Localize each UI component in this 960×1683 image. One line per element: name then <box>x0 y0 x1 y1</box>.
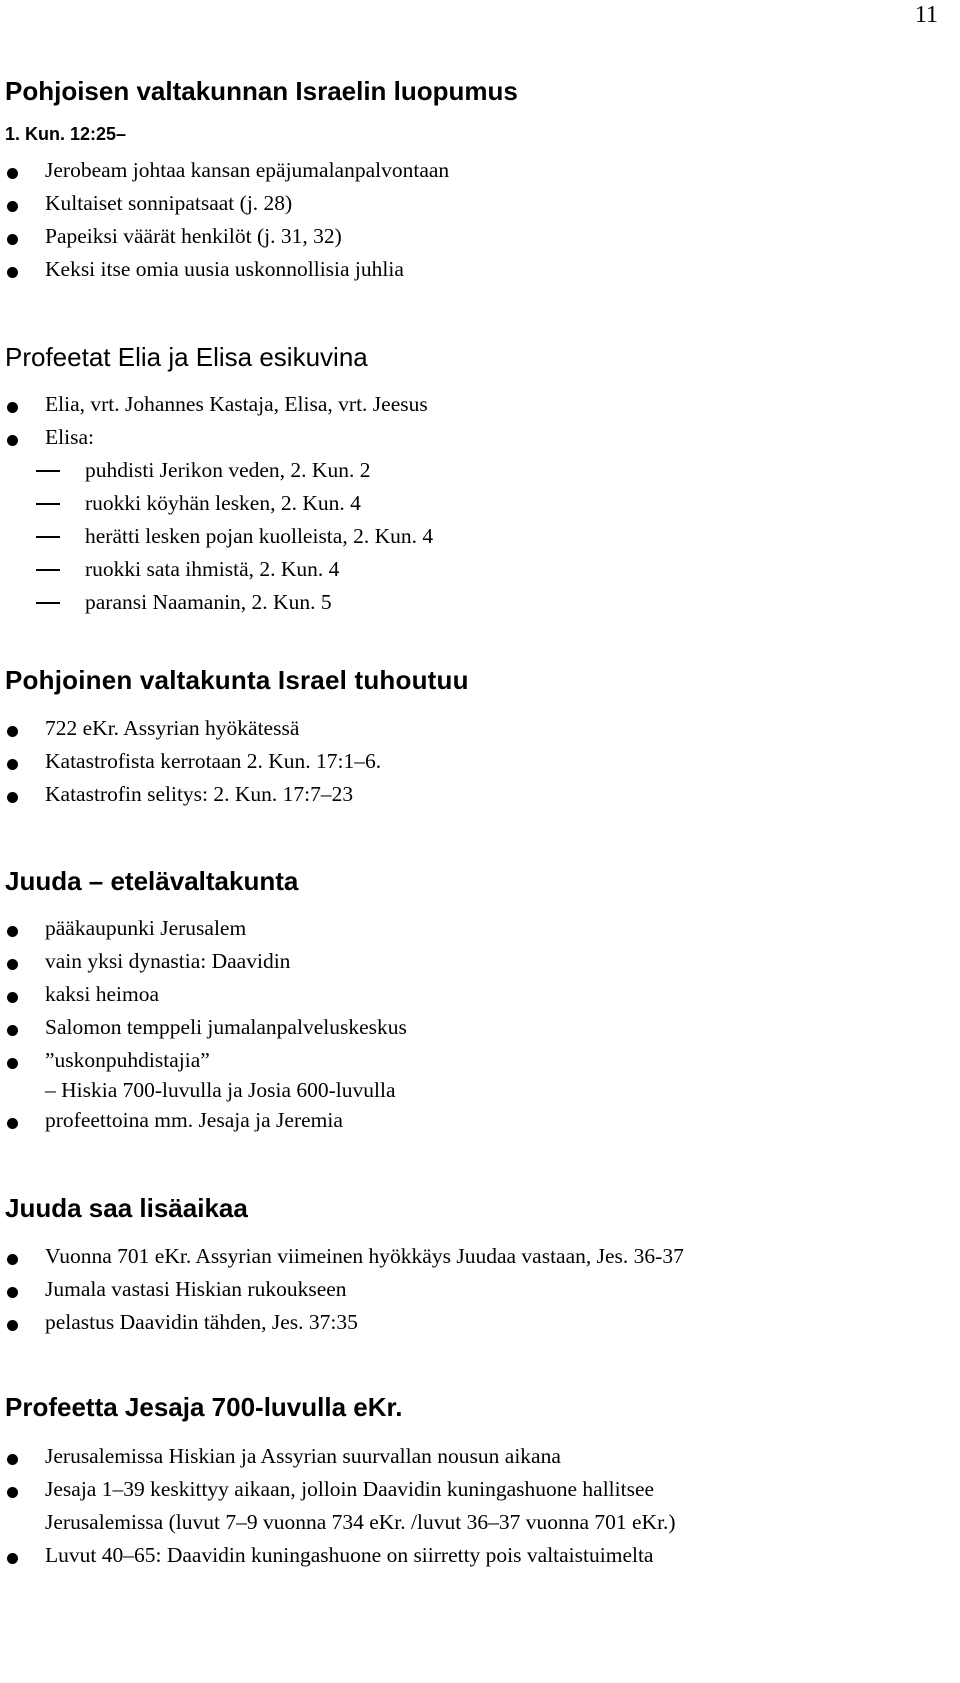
list-item: Katastrofista kerrotaan 2. Kun. 17:1–6. <box>45 749 382 773</box>
list-item: Jesaja 1–39 keskittyy aikaan, jolloin Daavidin kuningashuone hallitsee <box>45 1477 655 1501</box>
bullet-icon <box>7 1058 18 1069</box>
list-item-continuation: Jerusalemissa (luvut 7–9 vuonna 734 eKr. /luvut 36–37 vuonna 701 eKr.) <box>45 1510 676 1534</box>
list-item: Luvut 40–65: Daavidin kuningashuone on siirretty pois valtaistuimelta <box>45 1543 654 1567</box>
bullet-icon <box>7 1553 18 1564</box>
dash-icon <box>36 602 60 604</box>
sub-list-item: ruokki köyhän lesken, 2. Kun. 4 <box>85 491 361 515</box>
bullet-icon <box>7 201 18 212</box>
sub-list-item: puhdisti Jerikon veden, 2. Kun. 2 <box>85 458 371 482</box>
sub-list-item: paransi Naamanin, 2. Kun. 5 <box>85 590 332 614</box>
bullet-icon <box>7 1454 18 1465</box>
list-item: Kultaiset sonnipatsaat (j. 28) <box>45 191 293 215</box>
section-heading: Profeetat Elia ja Elisa esikuvina <box>5 342 368 372</box>
sub-list-item: ruokki sata ihmistä, 2. Kun. 4 <box>85 557 340 581</box>
sub-list-item: herätti lesken pojan kuolleista, 2. Kun. 4 <box>85 524 434 548</box>
list-item: Salomon temppeli jumalanpalveluskeskus <box>45 1015 407 1039</box>
section-heading: Juuda – etelävaltakunta <box>5 866 299 896</box>
list-item: ”uskonpuhdistajia” <box>45 1048 210 1072</box>
list-item: Elia, vrt. Johannes Kastaja, Elisa, vrt. Jeesus <box>45 392 428 416</box>
bullet-icon <box>7 792 18 803</box>
list-item: Keksi itse omia uusia uskonnollisia juhlia <box>45 257 404 281</box>
section-heading: Pohjoinen valtakunta Israel tuhoutuu <box>5 665 469 695</box>
list-item: kaksi heimoa <box>45 982 160 1006</box>
bullet-icon <box>7 1320 18 1331</box>
bullet-icon <box>7 1254 18 1265</box>
bullet-icon <box>7 267 18 278</box>
bullet-icon <box>7 726 18 737</box>
section-heading: Profeetta Jesaja 700-luvulla eKr. <box>5 1392 403 1422</box>
scripture-reference: 1. Kun. 12:25– <box>5 124 127 144</box>
bullet-icon <box>7 926 18 937</box>
list-item: vain yksi dynastia: Daavidin <box>45 949 291 973</box>
dash-icon <box>36 536 60 538</box>
list-item: Katastrofin selitys: 2. Kun. 17:7–23 <box>45 782 354 806</box>
bullet-icon <box>7 1487 18 1498</box>
bullet-icon <box>7 168 18 179</box>
section-heading: Juuda saa lisäaikaa <box>5 1193 248 1223</box>
bullet-icon <box>7 959 18 970</box>
list-item: Papeiksi väärät henkilöt (j. 31, 32) <box>45 224 342 248</box>
bullet-icon <box>7 234 18 245</box>
section-heading: Pohjoisen valtakunnan Israelin luopumus <box>5 76 518 106</box>
dash-icon <box>36 569 60 571</box>
bullet-icon <box>7 402 18 413</box>
list-item: pelastus Daavidin tähden, Jes. 37:35 <box>45 1310 358 1334</box>
dash-icon <box>36 470 60 472</box>
list-item-continuation: – Hiskia 700-luvulla ja Josia 600-luvulla <box>45 1078 396 1102</box>
list-item: Jerusalemissa Hiskian ja Assyrian suurvallan nousun aikana <box>45 1444 561 1468</box>
list-item: Jerobeam johtaa kansan epäjumalanpalvontaan <box>45 158 450 182</box>
bullet-icon <box>7 1287 18 1298</box>
bullet-icon <box>7 759 18 770</box>
list-item: profeettoina mm. Jesaja ja Jeremia <box>45 1108 343 1132</box>
list-item: Elisa: <box>45 425 94 449</box>
dash-icon <box>36 503 60 505</box>
page-number: 11 <box>914 2 938 28</box>
list-item: Vuonna 701 eKr. Assyrian viimeinen hyökkäys Juudaa vastaan, Jes. 36-37 <box>45 1244 684 1268</box>
bullet-icon <box>7 435 18 446</box>
bullet-icon <box>7 1025 18 1036</box>
list-item: pääkaupunki Jerusalem <box>45 916 247 940</box>
list-item: Jumala vastasi Hiskian rukoukseen <box>45 1277 347 1301</box>
bullet-icon <box>7 992 18 1003</box>
list-item: 722 eKr. Assyrian hyökätessä <box>45 716 300 740</box>
bullet-icon <box>7 1118 18 1129</box>
